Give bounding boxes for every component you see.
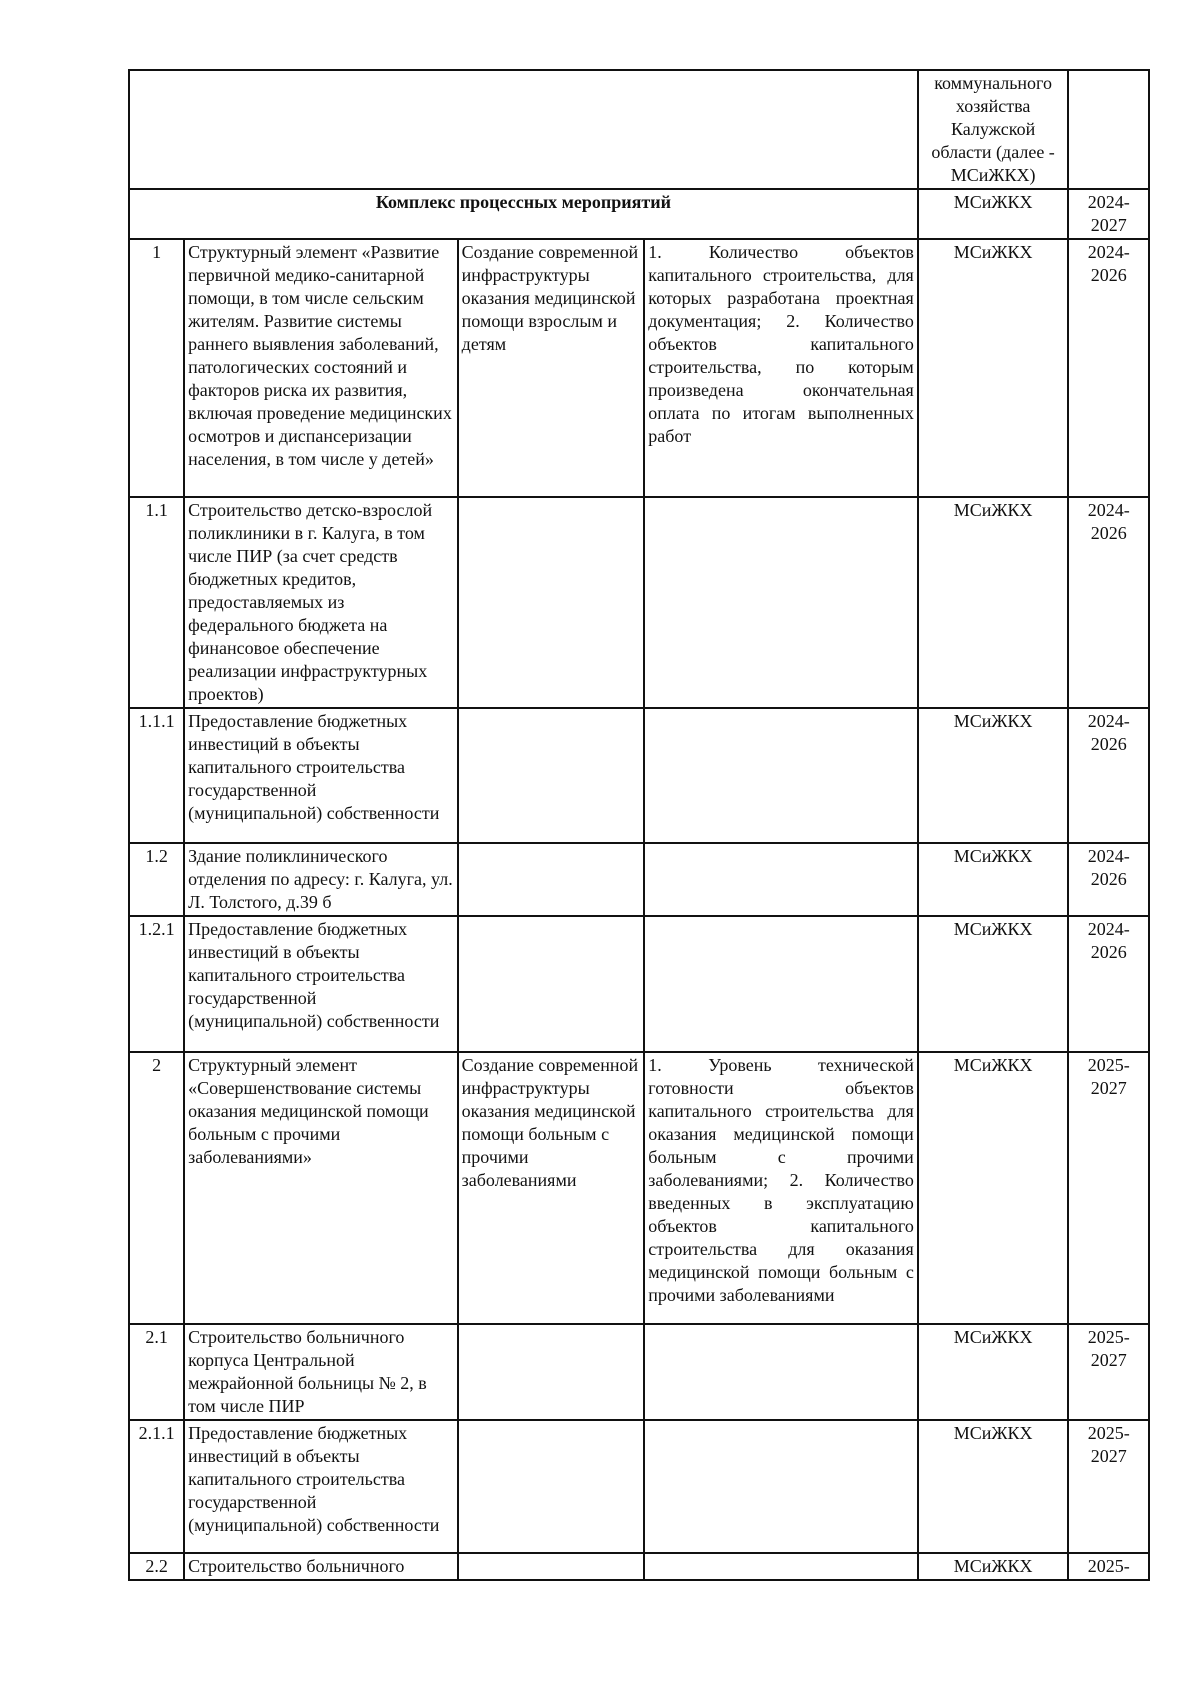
section-period: 2024-2027	[1068, 189, 1149, 239]
row-name: Строительство детско-взрослой поликлиники в г. Калуга, в том числе ПИР (за счет средств бюджетных кредитов, предоставляемых из федерального бюджета на финансовое обеспечение реализации инфраструктурных проектов)	[184, 497, 458, 708]
row-name: Здание поликлинического отделения по адресу: г. Калуга, ул. Л. Толстого, д.39 б	[184, 843, 458, 916]
table-row	[129, 916, 1149, 1052]
row-executor: МСиЖКХ	[918, 1420, 1069, 1553]
table-row	[129, 497, 1149, 708]
row-period: 2024-2026	[1068, 239, 1149, 497]
row-number: 1.1	[129, 497, 184, 708]
section-title: Комплекс процессных мероприятий	[129, 189, 918, 239]
row-period: 2024-2026	[1068, 916, 1149, 1052]
row-executor: МСиЖКХ	[918, 916, 1069, 1052]
measures-table	[128, 69, 1150, 1581]
row-task	[458, 1420, 645, 1553]
row-number: 1.2.1	[129, 916, 184, 1052]
row-executor: МСиЖКХ	[918, 843, 1069, 916]
row-name: Предоставление бюджетных инвестиций в объекты капитального строительства государственной (муниципальной) собственности	[184, 1420, 458, 1553]
row-task	[458, 843, 645, 916]
row-name: Структурный элемент «Развитие первичной медико-санитарной помощи, в том числе сельским жителям. Развитие системы раннего выявления заболеваний, патологических состояний и факторов риска их развития, включая проведение медицинских осмотров и диспансеризации населения, в том числе у детей»	[184, 239, 458, 497]
row-executor: МСиЖКХ	[918, 708, 1069, 843]
row-name: Структурный элемент «Совершенствование системы оказания медицинской помощи больным с прочими заболеваниями»	[184, 1052, 458, 1324]
continuation-blank-cell	[129, 70, 918, 189]
row-name: Предоставление бюджетных инвестиций в объекты капитального строительства государственной (муниципальной) собственности	[184, 916, 458, 1052]
row-name: Предоставление бюджетных инвестиций в объекты капитального строительства государственной (муниципальной) собственности	[184, 708, 458, 843]
row-indicators: 1. Количество объектов капитального строительства, для которых разработана проектная документация; 2. Количество объектов капитального строительства, по которым произведена окончательная оплата по итогам выполненных работ	[644, 239, 918, 497]
row-period: 2024-2026	[1068, 843, 1149, 916]
continuation-period-cell	[1068, 70, 1149, 189]
row-task	[458, 708, 645, 843]
row-indicators	[644, 497, 918, 708]
row-period: 2024-2026	[1068, 497, 1149, 708]
row-period: 2024-2026	[1068, 708, 1149, 843]
row-indicators	[644, 708, 918, 843]
row-indicators	[644, 1420, 918, 1553]
section-executor: МСиЖКХ	[918, 189, 1069, 239]
row-task: Создание современной инфраструктуры оказания медицинской помощи больным с прочими заболеваниями	[458, 1052, 645, 1324]
row-executor: МСиЖКХ	[918, 497, 1069, 708]
row-task	[458, 1553, 645, 1580]
row-task	[458, 1324, 645, 1420]
table-row	[129, 1052, 1149, 1324]
table-row	[129, 708, 1149, 843]
row-number: 1.2	[129, 843, 184, 916]
row-number: 2.2	[129, 1553, 184, 1580]
table-row	[129, 239, 1149, 497]
row-name: Строительство больничного	[184, 1553, 458, 1580]
row-indicators	[644, 916, 918, 1052]
continuation-row	[129, 70, 1149, 189]
row-executor: МСиЖКХ	[918, 1324, 1069, 1420]
row-indicators: 1. Уровень технической готовности объектов капитального строительства для оказания медицинской помощи больным с прочими заболеваниями; 2. Количество введенных в эксплуатацию объектов капитального строительства для оказания медицинской помощи больным с прочими заболеваниями	[644, 1052, 918, 1324]
row-number: 2.1	[129, 1324, 184, 1420]
row-indicators	[644, 843, 918, 916]
row-number: 1	[129, 239, 184, 497]
row-period: 2025-2027	[1068, 1420, 1149, 1553]
row-indicators	[644, 1553, 918, 1580]
row-executor: МСиЖКХ	[918, 239, 1069, 497]
row-task	[458, 497, 645, 708]
table-row	[129, 1553, 1149, 1580]
row-period: 2025-2027	[1068, 1324, 1149, 1420]
row-number: 1.1.1	[129, 708, 184, 843]
row-indicators	[644, 1324, 918, 1420]
row-task: Создание современной инфраструктуры оказания медицинской помощи взрослым и детям	[458, 239, 645, 497]
row-executor: МСиЖКХ	[918, 1553, 1069, 1580]
table-row	[129, 843, 1149, 916]
row-number: 2.1.1	[129, 1420, 184, 1553]
row-name: Строительство больничного корпуса Центральной межрайонной больницы № 2, в том числе ПИР	[184, 1324, 458, 1420]
rows-body	[129, 239, 1149, 1580]
table-row	[129, 1420, 1149, 1553]
row-executor: МСиЖКХ	[918, 1052, 1069, 1324]
continuation-executor-cell: коммунального хозяйства Калужской области (далее - МСиЖКХ)	[918, 70, 1069, 189]
row-period: 2025-2027	[1068, 1052, 1149, 1324]
row-period: 2025-	[1068, 1553, 1149, 1580]
row-number: 2	[129, 1052, 184, 1324]
row-task	[458, 916, 645, 1052]
table-row	[129, 1324, 1149, 1420]
section-row	[129, 189, 1149, 239]
